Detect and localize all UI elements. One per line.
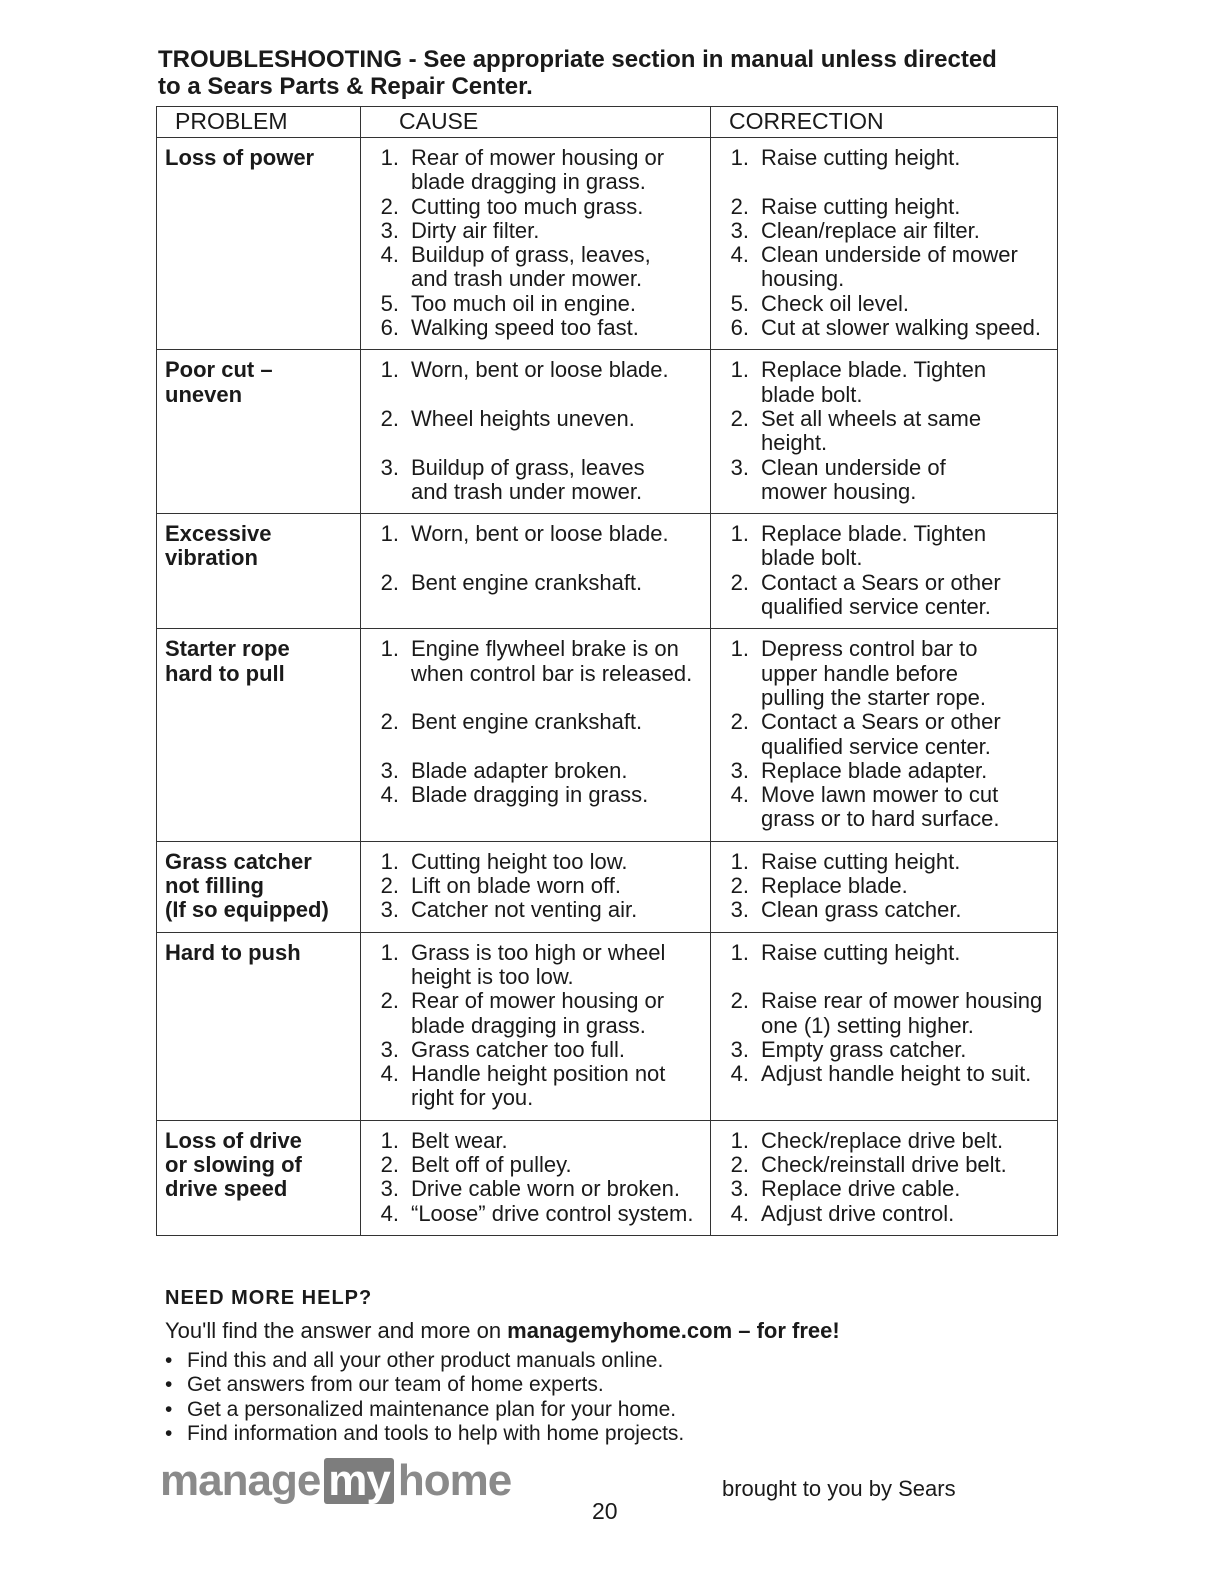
cause-text: Buildup of grass, leaves, (411, 242, 651, 268)
cause-text: and trash under mower. (411, 478, 643, 504)
cause-line (369, 735, 704, 759)
correction-cell (711, 514, 1058, 629)
cause-line (369, 595, 704, 619)
correction-number: 3. (730, 897, 749, 923)
cause-number: 3. (380, 217, 399, 243)
cause-header: CAUSE (361, 107, 711, 138)
problem-text: (If so equipped) (165, 897, 329, 923)
cause-line (369, 686, 704, 710)
table-row (157, 841, 1058, 932)
correction-number: 6. (730, 315, 749, 341)
correction-cell (711, 1120, 1058, 1235)
correction-cell (711, 841, 1058, 932)
problem-cell (157, 1120, 361, 1235)
problem-cell (157, 841, 361, 932)
bullet-text: Get a personalized maintenance plan for your home. (187, 1397, 677, 1421)
cause-line (369, 989, 704, 1013)
correction-line (719, 735, 1051, 759)
cause-line (369, 292, 704, 316)
correction-number: 1. (730, 521, 749, 547)
cause-text: Lift on blade worn off. (411, 873, 621, 899)
correction-number: 2. (730, 709, 749, 735)
correction-line (719, 874, 1051, 898)
correction-line (719, 989, 1051, 1013)
cause-line (369, 662, 704, 686)
problem-text: vibration (165, 545, 258, 571)
cause-number: 2. (380, 405, 399, 431)
cause-number: 4. (380, 782, 399, 808)
table-row (157, 1120, 1058, 1235)
cause-cell (361, 1120, 711, 1235)
correction-number: 1. (730, 848, 749, 874)
correction-number: 2. (730, 405, 749, 431)
cause-line (369, 316, 704, 340)
correction-number: 5. (730, 290, 749, 316)
cause-line (369, 1086, 704, 1110)
correction-text: grass or to hard surface. (761, 806, 1000, 832)
cause-line (369, 710, 704, 734)
correction-text: Raise rear of mower housing (761, 988, 1043, 1014)
cause-number: 1. (380, 939, 399, 965)
correction-text: Replace blade. (761, 873, 908, 899)
cause-line (369, 407, 704, 431)
bullet-icon: • (165, 1373, 173, 1397)
correction-line (719, 316, 1051, 340)
correction-number: 1. (730, 145, 749, 170)
problem-cell (157, 138, 361, 350)
correction-text: Clean grass catcher. (761, 897, 962, 923)
correction-line (719, 170, 1051, 194)
cause-number: 2. (380, 873, 399, 899)
bullet-icon: • (165, 1421, 173, 1445)
problem-text: Loss of drive (165, 1127, 302, 1153)
correction-text: Adjust handle height to suit. (761, 1061, 1032, 1087)
correction-line (719, 219, 1051, 243)
cause-line (369, 170, 704, 194)
correction-line (719, 710, 1051, 734)
cause-line (369, 267, 704, 291)
cause-cell (361, 138, 711, 350)
cause-text: height is too low. (411, 963, 574, 989)
bullet-text: Get answers from our team of home experts. (187, 1373, 604, 1397)
help-line-link: managemyhome.com – for free! (507, 1318, 840, 1343)
problem-cell (157, 514, 361, 629)
problem-text: Grass catcher (165, 848, 312, 874)
cause-number: 3. (380, 454, 399, 480)
cause-line (369, 358, 704, 382)
correction-text: upper handle before (761, 660, 958, 686)
help-line (165, 1318, 840, 1344)
managemyhome-logo (160, 1456, 511, 1516)
cause-line (369, 146, 704, 170)
correction-line (719, 941, 1051, 965)
cause-text: Handle height position not (411, 1061, 666, 1087)
cause-text: Grass is too high or wheel (411, 939, 666, 965)
problem-text: Hard to push (165, 939, 301, 965)
correction-number: 4. (730, 1061, 749, 1087)
correction-text: height. (761, 430, 828, 456)
cause-line (369, 1202, 704, 1226)
cause-text: Rear of mower housing or (411, 145, 665, 170)
cause-text: blade dragging in grass. (411, 169, 646, 195)
cause-line (369, 219, 704, 243)
correction-text: Check/replace drive belt. (761, 1127, 1004, 1153)
correction-line (719, 1038, 1051, 1062)
correction-line (719, 898, 1051, 922)
cause-text: when control bar is released. (411, 660, 693, 686)
correction-line (719, 807, 1051, 831)
correction-text: mower housing. (761, 478, 917, 504)
problem-text: hard to pull (165, 660, 285, 686)
correction-number: 4. (730, 242, 749, 268)
correction-line (719, 783, 1051, 807)
correction-text: Contact a Sears or other (761, 709, 1001, 735)
table-header-row (157, 107, 1058, 138)
cause-text: Catcher not venting air. (411, 897, 638, 923)
correction-line (719, 850, 1051, 874)
correction-text: blade bolt. (761, 381, 863, 407)
correction-line (719, 1062, 1051, 1086)
correction-text: Raise cutting height. (761, 145, 961, 170)
cause-line (369, 1014, 704, 1038)
cause-text: Belt off of pulley. (411, 1151, 572, 1177)
cause-line (369, 195, 704, 219)
cause-number: 1. (380, 636, 399, 662)
correction-text: Cut at slower walking speed. (761, 315, 1042, 341)
cause-line (369, 941, 704, 965)
cause-text: Bent engine crankshaft. (411, 709, 643, 735)
cause-text: Grass catcher too full. (411, 1036, 625, 1062)
problem-text: Starter rope (165, 636, 290, 662)
correction-number: 2. (730, 988, 749, 1014)
correction-text: Adjust drive control. (761, 1200, 955, 1226)
cause-number: 2. (380, 988, 399, 1014)
cause-text: Walking speed too fast. (411, 315, 639, 341)
cause-text: Blade dragging in grass. (411, 782, 649, 808)
cause-text: “Loose” drive control system. (411, 1200, 694, 1226)
correction-number: 3. (730, 1176, 749, 1202)
logo-manage: manage (160, 1456, 321, 1505)
correction-text: Contact a Sears or other (761, 569, 1001, 595)
correction-number: 4. (730, 782, 749, 808)
problem-cell (157, 629, 361, 841)
correction-number: 2. (730, 1151, 749, 1177)
cause-number: 4. (380, 1061, 399, 1087)
cause-line (369, 480, 704, 504)
help-bullet-item (165, 1422, 684, 1446)
cause-line (369, 1129, 704, 1153)
cause-line (369, 1038, 704, 1062)
correction-cell (711, 350, 1058, 514)
help-line-prefix: You'll find the answer and more on (165, 1318, 508, 1343)
correction-number: 3. (730, 217, 749, 243)
correction-text: Empty grass catcher. (761, 1036, 967, 1062)
help-bullet-list (165, 1349, 684, 1446)
correction-line (719, 456, 1051, 480)
heading-line-1: TROUBLESHOOTING - See appropriate section in manual unless directed (158, 46, 997, 73)
cause-line (369, 1153, 704, 1177)
correction-line (719, 146, 1051, 170)
bullet-text: Find this and all your other product manuals online. (187, 1349, 664, 1372)
cause-number: 1. (380, 848, 399, 874)
cause-number: 4. (380, 1200, 399, 1226)
cause-number: 3. (380, 757, 399, 783)
correction-text: Replace drive cable. (761, 1176, 961, 1202)
correction-number: 1. (730, 939, 749, 965)
cause-line (369, 1062, 704, 1086)
correction-text: one (1) setting higher. (761, 1012, 974, 1038)
correction-line (719, 383, 1051, 407)
correction-text: Depress control bar to (761, 636, 978, 662)
correction-number: 2. (730, 193, 749, 219)
correction-cell (711, 629, 1058, 841)
correction-number: 2. (730, 873, 749, 899)
problem-cell (157, 932, 361, 1120)
correction-line (719, 546, 1051, 570)
cause-number: 3. (380, 1176, 399, 1202)
bullet-icon: • (165, 1349, 173, 1372)
cause-line (369, 759, 704, 783)
table-row (157, 350, 1058, 514)
cause-number: 1. (380, 521, 399, 547)
correction-text: Raise cutting height. (761, 848, 961, 874)
cause-text: Dirty air filter. (411, 217, 540, 243)
correction-text: blade bolt. (761, 545, 863, 571)
correction-line (719, 637, 1051, 661)
correction-text: qualified service center. (761, 594, 991, 620)
cause-text: and trash under mower. (411, 266, 643, 292)
help-bullet-item (165, 1373, 684, 1397)
correction-number: 1. (730, 1127, 749, 1153)
table-row (157, 138, 1058, 350)
cause-cell (361, 514, 711, 629)
cause-number: 2. (380, 1151, 399, 1177)
problem-text: not filling (165, 873, 264, 899)
correction-line (719, 1129, 1051, 1153)
cause-line (369, 522, 704, 546)
correction-line (719, 1202, 1051, 1226)
correction-line (719, 571, 1051, 595)
correction-line (719, 480, 1051, 504)
correction-line (719, 686, 1051, 710)
correction-line (719, 965, 1051, 989)
correction-line (719, 522, 1051, 546)
correction-text: housing. (761, 266, 845, 292)
cause-text: Worn, bent or loose blade. (411, 357, 669, 383)
cause-text: Cutting height too low. (411, 848, 628, 874)
cause-text: Rear of mower housing or (411, 988, 665, 1014)
problem-text: drive speed (165, 1176, 288, 1202)
correction-text: Replace blade adapter. (761, 757, 988, 783)
cause-number: 3. (380, 897, 399, 923)
cause-text: Wheel heights uneven. (411, 405, 635, 431)
correction-text: Replace blade. Tighten (761, 521, 987, 547)
cause-number: 2. (380, 709, 399, 735)
correction-text: Raise cutting height. (761, 193, 961, 219)
problem-cell (157, 350, 361, 514)
cause-line (369, 431, 704, 455)
correction-text: Clean underside of mower (761, 242, 1018, 268)
cause-line (369, 898, 704, 922)
table-row (157, 629, 1058, 841)
correction-text: Raise cutting height. (761, 939, 961, 965)
cause-line (369, 383, 704, 407)
help-bullet-item (165, 1349, 684, 1373)
correction-text: Move lawn mower to cut (761, 782, 999, 808)
correction-line (719, 1177, 1051, 1201)
problem-header: PROBLEM (157, 107, 361, 138)
cause-line (369, 783, 704, 807)
correction-line (719, 267, 1051, 291)
correction-text: Clean/replace air filter. (761, 217, 980, 243)
correction-line (719, 759, 1051, 783)
problem-text: Excessive (165, 521, 272, 547)
correction-number: 3. (730, 454, 749, 480)
problem-text: Loss of power (165, 145, 315, 170)
correction-number: 1. (730, 636, 749, 662)
correction-line (719, 243, 1051, 267)
heading-line-2: to a Sears Parts & Repair Center. (158, 73, 533, 100)
cause-number: 2. (380, 569, 399, 595)
bullet-text: Find information and tools to help with home projects. (187, 1421, 685, 1445)
cause-line (369, 874, 704, 898)
table-row (157, 932, 1058, 1120)
cause-line (369, 546, 704, 570)
cause-text: right for you. (411, 1085, 534, 1111)
correction-line (719, 1153, 1051, 1177)
correction-number: 1. (730, 357, 749, 383)
cause-text: Bent engine crankshaft. (411, 569, 643, 595)
cause-line (369, 1177, 704, 1201)
cause-text: Cutting too much grass. (411, 193, 644, 219)
correction-line (719, 407, 1051, 431)
correction-line (719, 431, 1051, 455)
cause-line (369, 571, 704, 595)
logo-my: my (324, 1458, 394, 1504)
cause-number: 6. (380, 315, 399, 341)
table-row (157, 514, 1058, 629)
correction-text: Replace blade. Tighten (761, 357, 987, 383)
cause-number: 1. (380, 145, 399, 170)
correction-line (719, 595, 1051, 619)
cause-line (369, 456, 704, 480)
correction-text: Clean underside of (761, 454, 946, 480)
cause-text: Drive cable worn or broken. (411, 1176, 681, 1202)
correction-number: 3. (730, 757, 749, 783)
troubleshooting-table (156, 106, 1058, 1236)
correction-number: 2. (730, 569, 749, 595)
problem-text: or slowing of (165, 1151, 302, 1177)
correction-cell (711, 138, 1058, 350)
need-more-help-title: NEED MORE HELP? (165, 1287, 373, 1309)
correction-text: Set all wheels at same (761, 405, 982, 431)
cause-number: 1. (380, 1127, 399, 1153)
cause-line (369, 637, 704, 661)
correction-number: 4. (730, 1200, 749, 1226)
correction-text: pulling the starter rope. (761, 684, 987, 710)
cause-number: 3. (380, 1036, 399, 1062)
correction-line (719, 1014, 1051, 1038)
cause-line (369, 850, 704, 874)
problem-text: Poor cut – (165, 357, 273, 383)
cause-text: Worn, bent or loose blade. (411, 521, 669, 547)
page-heading (158, 46, 1078, 100)
cause-number: 4. (380, 242, 399, 268)
correction-text: qualified service center. (761, 733, 991, 759)
cause-text: Too much oil in engine. (411, 290, 637, 316)
help-bullet-item (165, 1398, 684, 1422)
correction-text: Check/reinstall drive belt. (761, 1151, 1007, 1177)
correction-line (719, 292, 1051, 316)
cause-line (369, 243, 704, 267)
cause-text: Belt wear. (411, 1127, 508, 1153)
cause-number: 1. (380, 357, 399, 383)
cause-cell (361, 841, 711, 932)
cause-cell (361, 629, 711, 841)
page-number: 20 (592, 1498, 618, 1524)
cause-cell (361, 932, 711, 1120)
correction-text: Check oil level. (761, 290, 909, 316)
correction-line (719, 662, 1051, 686)
cause-text: Engine flywheel brake is on (411, 636, 679, 662)
tagline: brought to you by Sears (722, 1476, 956, 1501)
cause-line (369, 965, 704, 989)
cause-number: 5. (380, 290, 399, 316)
cause-text: blade dragging in grass. (411, 1012, 646, 1038)
cause-text: Buildup of grass, leaves (411, 454, 645, 480)
cause-cell (361, 350, 711, 514)
cause-number: 2. (380, 193, 399, 219)
bullet-icon: • (165, 1397, 173, 1421)
correction-header: CORRECTION (711, 107, 1058, 138)
logo-home: home (397, 1456, 512, 1505)
correction-cell (711, 932, 1058, 1120)
correction-number: 3. (730, 1036, 749, 1062)
cause-text: Blade adapter broken. (411, 757, 628, 783)
correction-line (719, 195, 1051, 219)
problem-text: uneven (165, 381, 243, 407)
correction-line (719, 358, 1051, 382)
